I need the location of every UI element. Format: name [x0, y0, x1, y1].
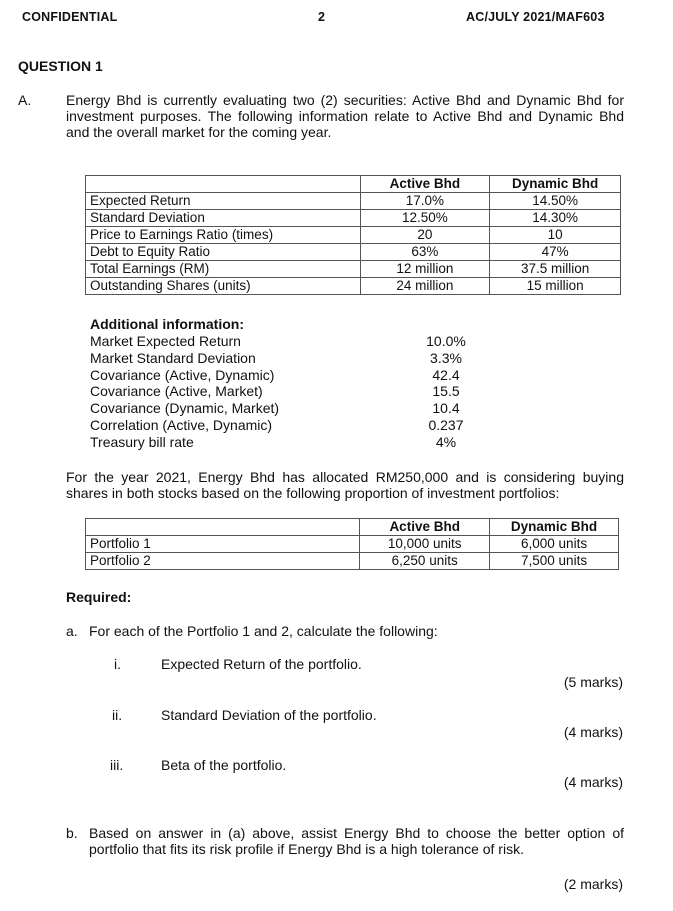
additional-label: Correlation (Active, Dynamic): [90, 417, 273, 433]
additional-label: Covariance (Dynamic, Market): [90, 400, 280, 417]
securities-table-header: [86, 176, 621, 193]
header-confidential: CONFIDENTIAL: [22, 10, 118, 24]
active-value: 6,250 units: [360, 553, 490, 570]
part-b-marks: (2 marks): [563, 876, 623, 892]
col-active-bhd: Active Bhd: [360, 519, 490, 536]
additional-value: 42.4: [432, 366, 460, 383]
table-row: [86, 261, 621, 278]
additional-label: Covariance (Active, Market): [90, 383, 263, 400]
additional-label: Market Standard Deviation: [90, 349, 256, 366]
table-row: [86, 227, 621, 244]
table-row: [86, 193, 621, 210]
table-row: [86, 244, 621, 261]
table-row: [86, 210, 621, 227]
subitem-marks: (4 marks): [563, 724, 623, 740]
header-blank-cell: [86, 176, 361, 193]
col-active-bhd: Active Bhd: [360, 176, 490, 193]
row-label: Debt to Equity Ratio: [86, 244, 361, 261]
dynamic-value: 15 million: [490, 278, 621, 295]
part-a-label: a.: [66, 623, 78, 639]
row-label: Price to Earnings Ratio (times): [86, 227, 361, 244]
subitem-text: Standard Deviation of the portfolio.: [161, 707, 377, 723]
row-label: Outstanding Shares (units): [86, 278, 361, 295]
subitem-text: Beta of the portfolio.: [161, 757, 287, 773]
active-value: 12 million: [360, 261, 490, 278]
section-a-intro: Energy Bhd is currently evaluating two (2) securities: Active Bhd and Dynamic Bhd for investment purposes. The following information relate to Active Bhd and Dynamic Bhd and the overall market for the coming year.: [66, 92, 624, 140]
table-row: [86, 536, 619, 553]
part-b-label: b.: [66, 825, 78, 841]
dynamic-value: 37.5 million: [490, 261, 621, 278]
required-title: Required:: [66, 589, 132, 605]
dynamic-value: 14.30%: [490, 210, 621, 227]
subitem-marks: (4 marks): [563, 774, 623, 790]
table-row: [86, 278, 621, 295]
subitem-number: ii.: [112, 707, 123, 723]
subitem-number: iii.: [110, 757, 124, 773]
additional-value: 0.237: [428, 417, 464, 433]
additional-value: 10.4: [432, 400, 460, 417]
row-label: Total Earnings (RM): [86, 261, 361, 278]
portfolio-table: [85, 518, 619, 570]
row-label: Portfolio 2: [86, 553, 360, 570]
additional-label: Market Expected Return: [90, 333, 241, 349]
dynamic-value: 7,500 units: [490, 553, 619, 570]
col-dynamic-bhd: Dynamic Bhd: [490, 176, 621, 193]
additional-info-title: Additional information:: [90, 316, 244, 332]
subitem-text: Expected Return of the portfolio.: [161, 656, 362, 672]
row-label: Standard Deviation: [86, 210, 361, 227]
header-blank-cell: [86, 519, 360, 536]
active-value: 63%: [360, 244, 490, 261]
allocation-paragraph: For the year 2021, Energy Bhd has allocated RM250,000 and is considering buying shares in both stocks based on the following proportion of investment portfolios:: [66, 469, 624, 501]
part-a-text: For each of the Portfolio 1 and 2, calculate the following:: [89, 623, 438, 639]
dynamic-value: 6,000 units: [490, 536, 619, 553]
portfolio-table-header: [86, 519, 619, 536]
active-value: 12.50%: [360, 210, 490, 227]
table-row: [86, 553, 619, 570]
additional-value: 4%: [435, 433, 457, 450]
additional-label: Covariance (Active, Dynamic): [90, 366, 275, 383]
active-value: 10,000 units: [360, 536, 490, 553]
securities-table: [85, 175, 621, 295]
dynamic-value: 14.50%: [490, 193, 621, 210]
header-course-code: AC/JULY 2021/MAF603: [466, 10, 605, 24]
section-a-label: A.: [18, 92, 32, 108]
col-dynamic-bhd: Dynamic Bhd: [490, 519, 619, 536]
active-value: 20: [360, 227, 490, 244]
active-value: 17.0%: [360, 193, 490, 210]
additional-label: Treasury bill rate: [90, 433, 194, 450]
dynamic-value: 47%: [490, 244, 621, 261]
question-title: QUESTION 1: [18, 58, 103, 74]
part-b-text: Based on answer in (a) above, assist Energy Bhd to choose the better option of portfolio that fits its risk profile if Energy Bhd is a high tolerance of risk.: [89, 825, 624, 857]
active-value: 24 million: [360, 278, 490, 295]
subitem-number: i.: [114, 656, 121, 672]
row-label: Portfolio 1: [86, 536, 360, 553]
additional-value: 15.5: [432, 383, 460, 400]
additional-value: 10.0%: [426, 333, 466, 349]
subitem-marks: (5 marks): [563, 674, 623, 690]
additional-value: 3.3%: [430, 349, 462, 366]
header-page-number: 2: [318, 10, 326, 24]
additional-info-list: [90, 333, 490, 453]
dynamic-value: 10: [490, 227, 621, 244]
row-label: Expected Return: [86, 193, 361, 210]
